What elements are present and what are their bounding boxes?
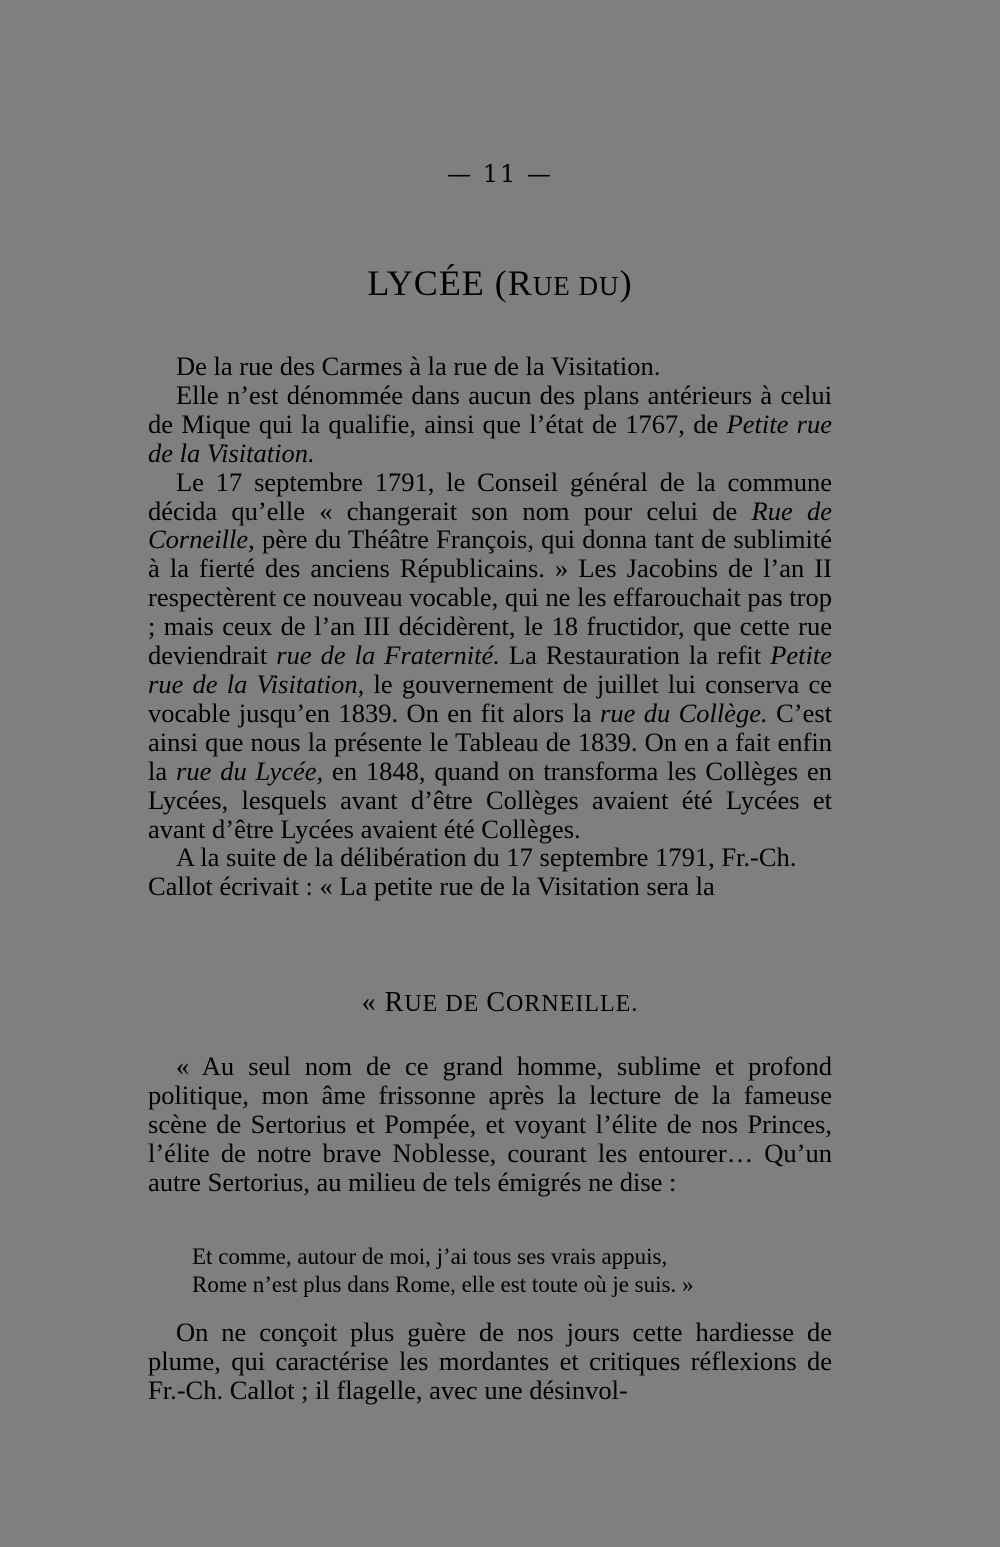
p3-italic-h: rue du Collège. <box>600 697 768 728</box>
title-main: LYCÉE (R <box>367 263 533 303</box>
p2-italic: Petite rue de la Visitation. <box>148 408 832 468</box>
p2-text: Elle n’est dénommée dans aucun des plans antérieurs à celui de Mique qui la qualifie, ainsi que l’état de 1767, de <box>148 379 832 439</box>
p3-italic-j: rue du Lycée, <box>176 755 324 786</box>
p3-text-c: père du Théâtre François, qui donna tant de sublimité à la fierté des anciens Républicains. » Les Jacobins de l’an II respectèrent ce nouveau vocable, qui ne les effarouchait pas trop ; mais ceux de l’an III décidèrent, le 18 fructidor, que cette rue deviendrait <box>148 524 832 671</box>
p3-text-a: Le 17 septembre 1791, le Conseil général de la commune décida qu’elle « changerait son nom pour celui de <box>148 466 832 526</box>
body-text-block-2 <box>148 1052 832 1197</box>
p3-text-k: en 1848, quand on transforma les Collèges en Lycées, lesquels avant d’être Collèges avaient été Lycées et avant d’être Lycées avaient été Collèges. <box>148 755 833 844</box>
paragraph-3 <box>148 468 832 844</box>
page-number: — 11 — <box>447 160 553 188</box>
paragraph-2 <box>148 381 832 468</box>
quote-sc-2: ORNEILLE. <box>506 991 639 1017</box>
p3-italic-f: Petite rue de la Visitation, <box>148 640 833 699</box>
quoted-street-name <box>0 987 1000 1019</box>
p3-italic-b: Rue de Corneille, <box>148 495 832 555</box>
p3-text-g: le gouvernement de juillet lui conserva ce vocable jusqu’en 1839. On en fit alors la <box>148 668 832 728</box>
quote-cap: C <box>486 987 507 1018</box>
title-smallcaps: UE DU <box>532 271 620 301</box>
p3-text-e: La Restauration la refit <box>499 640 771 671</box>
p3-italic-d: rue de la Fraternité. <box>276 640 500 671</box>
chapter-title <box>0 262 1000 304</box>
p3-text-i: C’est ainsi que nous la présente le Tableau de 1839. On en a fait enfin la <box>148 697 833 786</box>
title-close: ) <box>619 263 633 303</box>
verse-line-1: Et comme, autour de moi, j’ai tous ses vrais appuis, <box>192 1244 668 1269</box>
body-text-block-3 <box>148 1318 832 1405</box>
quote-open: « R <box>361 987 405 1018</box>
verse-quote <box>192 1243 832 1299</box>
paragraph-4: A la suite de la délibération du 17 septembre 1791, Fr.-Ch. Callot écrivait : « La petite rue de la Visitation sera la <box>148 842 797 902</box>
verse-line-2: Rome n’est plus dans Rome, elle est toute où je suis. » <box>192 1272 694 1297</box>
paragraph-5: « Au seul nom de ce grand homme, sublime et profond politique, mon âme frissonne après la lecture de la fameuse scène de Sertorius et Pompée, et voyant l’élite de nos Princes, l’élite de notre brave Noblesse, courant les entourer… Qu’un autre Sertorius, au milieu de tels émigrés ne dise : <box>148 1051 832 1197</box>
paragraph-6: On ne conçoit plus guère de nos jours cette hardiesse de plume, qui caractérise les mordantes et critiques réflexions de Fr.-Ch. Callot ; il flagelle, avec une désinvol- <box>148 1317 832 1405</box>
body-text-block-1 <box>148 352 832 901</box>
quote-sc-1: UE DE <box>404 991 487 1017</box>
paragraph-intro: De la rue des Carmes à la rue de la Visitation. <box>176 351 661 381</box>
